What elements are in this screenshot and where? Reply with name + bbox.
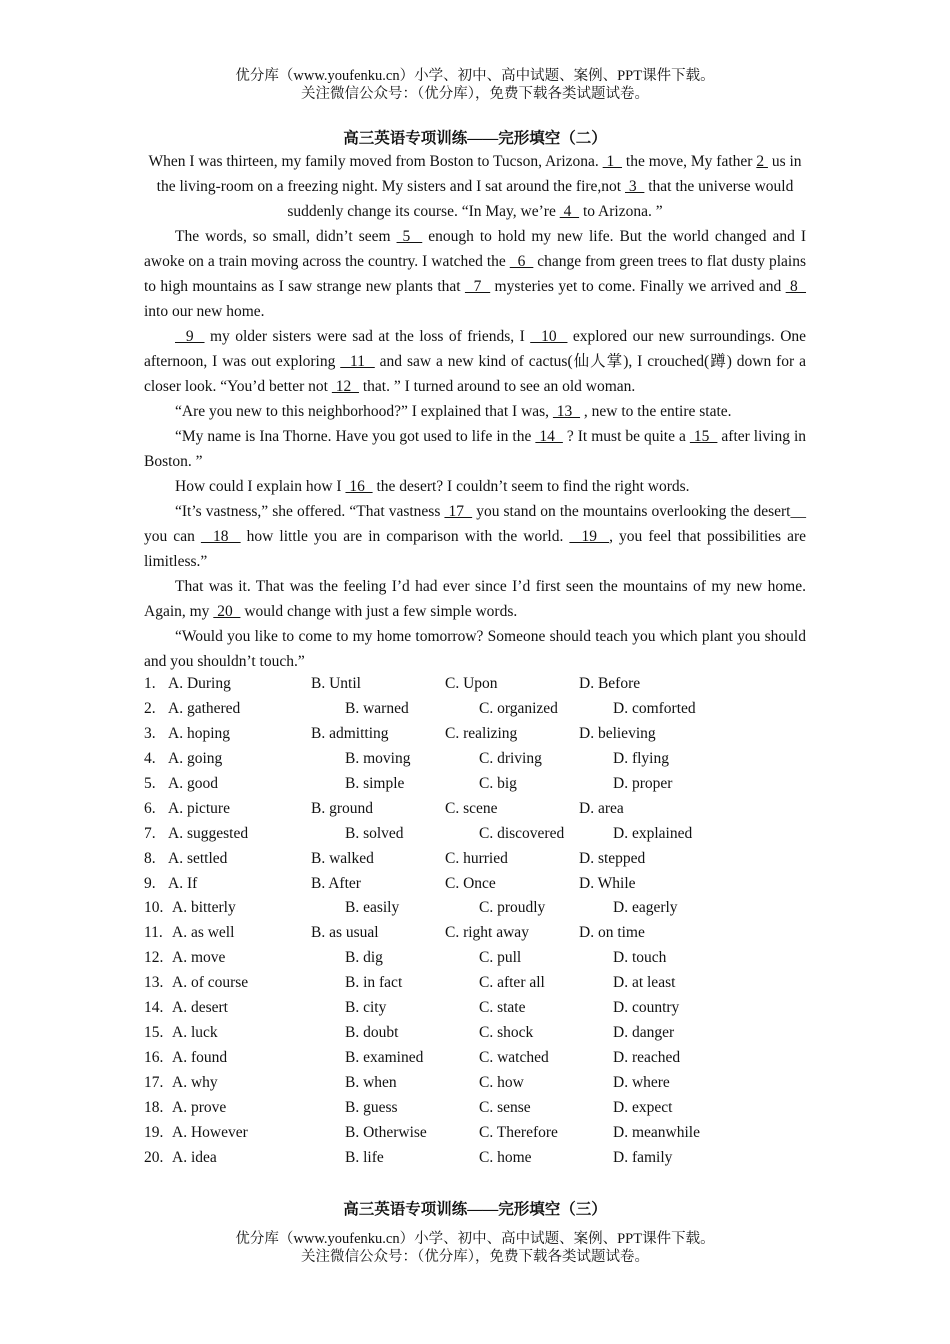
option-c: C. sense	[479, 1098, 531, 1116]
question-number: 20.	[144, 1148, 164, 1166]
option-a: A. as well	[172, 924, 235, 942]
option-b: B. life	[345, 1148, 384, 1166]
passage-text: after living in Boston. ”	[144, 428, 807, 470]
option-row	[144, 946, 806, 971]
blank-number: 5	[396, 228, 423, 245]
question-number: 2.	[144, 699, 156, 717]
option-a: A. settled	[168, 849, 228, 867]
passage-text: my older sisters were sad at the loss of friends, I	[204, 328, 531, 345]
question-number: 14.	[144, 999, 164, 1017]
option-row	[144, 697, 806, 722]
option-row	[144, 971, 806, 996]
blank-number: 10	[530, 328, 568, 345]
question-number: 11.	[144, 924, 163, 942]
passage-text: “My name is Ina Thorne. Have you got used to life in the	[175, 428, 536, 445]
passage-text: you stand on the mountains overlooking the desert__ you can	[144, 503, 806, 545]
option-c: C. state	[479, 999, 526, 1017]
passage-text: ? It must be quite a	[562, 428, 690, 445]
option-d: D. flying	[613, 749, 669, 767]
passage-text: into our new home.	[144, 303, 265, 320]
option-a: A. move	[172, 949, 226, 967]
option-row	[144, 1121, 806, 1146]
passage-text: “Would you like to come to my home tomorrow? Someone should teach you which plant you should and you shouldn’t touch.”	[144, 628, 806, 670]
passage-paragraph	[144, 149, 806, 224]
option-d: D. proper	[613, 774, 673, 792]
question-number: 9.	[144, 874, 156, 892]
option-a: A. suggested	[168, 824, 249, 842]
option-d: D. reached	[613, 1049, 681, 1067]
question-number: 7.	[144, 824, 156, 842]
question-number: 13.	[144, 974, 164, 992]
answer-options	[144, 672, 806, 1171]
option-b: B. doubt	[345, 1024, 399, 1042]
option-row	[144, 996, 806, 1021]
option-c: C. discovered	[479, 824, 565, 842]
option-d: D. While	[579, 874, 636, 892]
cloze-passage	[144, 149, 806, 674]
blank-number: 6	[509, 253, 534, 270]
question-number: 3.	[144, 724, 156, 742]
blank-number: 20	[213, 603, 241, 620]
header-line-2: 关注微信公众号：（优分库），免费下载各类试题试卷。	[301, 86, 649, 102]
option-row	[144, 797, 806, 822]
option-row	[144, 1096, 806, 1121]
option-c: C. Upon	[445, 675, 498, 692]
option-b: B. warned	[345, 699, 409, 717]
option-c: C. scene	[445, 799, 498, 817]
page-footer	[0, 1230, 950, 1266]
option-a: A. of course	[172, 974, 249, 992]
option-d: D. on time	[579, 924, 645, 942]
option-a: A. luck	[172, 1024, 218, 1042]
option-b: B. as usual	[311, 924, 379, 942]
exercise-title: 高三英语专项训练——完形填空（二）	[343, 130, 607, 147]
footer-line-2: 关注微信公众号：（优分库），免费下载各类试题试卷。	[301, 1249, 649, 1265]
passage-paragraph	[144, 424, 806, 474]
question-number: 8.	[144, 849, 156, 867]
option-d: D. danger	[613, 1024, 675, 1042]
option-a: A. desert	[172, 999, 228, 1017]
option-row	[144, 747, 806, 772]
option-c: C. hurried	[445, 849, 508, 867]
option-d: D. area	[579, 799, 624, 817]
question-number: 1.	[144, 675, 156, 692]
passage-text: to Arizona. ”	[579, 203, 663, 220]
blank-number: 15	[689, 428, 718, 445]
passage-text: us in the living-room on a freezing night. My sisters and I sat around the fire,not	[156, 153, 802, 195]
option-c: C. Therefore	[479, 1123, 558, 1141]
passage-text: enough to hold my new life. But the world changed and I awoke on a train moving across the country. I watched the	[144, 228, 807, 270]
option-d: D. where	[613, 1074, 670, 1091]
question-number: 17.	[144, 1074, 164, 1091]
passage-paragraph	[144, 324, 806, 399]
option-c: C. Once	[445, 874, 496, 892]
option-row	[144, 1146, 806, 1171]
option-b: B. dig	[345, 949, 383, 967]
passage-paragraph	[144, 624, 806, 674]
blank-number: 1	[602, 153, 623, 170]
option-a: A. hoping	[168, 724, 230, 742]
option-b: B. After	[311, 874, 361, 892]
passage-text: would change with just a few simple words.	[240, 603, 518, 620]
option-b: B. Otherwise	[345, 1123, 427, 1141]
option-b: B. easily	[345, 899, 400, 917]
option-c: C. realizing	[445, 724, 518, 742]
passage-text: explored our new surroundings. One afternoon, I was out exploring	[144, 328, 807, 370]
question-number: 12.	[144, 949, 164, 967]
blank-number: 13	[552, 403, 581, 420]
passage-text: , you feel that possibilities are limitless.”	[144, 528, 806, 570]
option-row	[144, 1021, 806, 1046]
option-c: C. driving	[479, 749, 542, 767]
question-number: 19.	[144, 1123, 164, 1141]
passage-text: “It’s vastness,” she offered. “That vastness	[175, 503, 445, 520]
option-b: B. guess	[345, 1098, 398, 1116]
passage-text: That was it. That was the feeling I’d had ever since I’d first seen the mountains of my new home. Again, my	[144, 578, 806, 620]
option-a: A. bitterly	[172, 899, 236, 917]
option-c: C. proudly	[479, 899, 546, 917]
option-b: B. solved	[345, 824, 404, 842]
option-b: B. examined	[345, 1049, 424, 1067]
option-b: B. Until	[311, 675, 361, 692]
option-c: C. watched	[479, 1049, 549, 1067]
option-a: A. found	[172, 1049, 228, 1067]
option-d: D. touch	[613, 949, 667, 967]
passage-text: When I was thirteen, my family moved from Boston to Tucson, Arizona.	[148, 153, 603, 170]
blank-number: 18	[200, 528, 241, 545]
option-a: A. idea	[172, 1148, 217, 1166]
option-a: A. prove	[172, 1098, 227, 1116]
passage-text: how little you are in comparison with the world.	[240, 528, 570, 545]
option-a: A. good	[168, 774, 218, 792]
question-number: 4.	[144, 749, 156, 767]
option-row	[144, 722, 806, 747]
option-d: D. stepped	[579, 849, 646, 867]
passage-paragraph	[144, 574, 806, 624]
blank-number: 4	[559, 203, 580, 220]
option-d: D. expect	[613, 1098, 673, 1116]
passage-text: The words, so small, didn’t seem	[175, 228, 397, 245]
option-row	[144, 772, 806, 797]
option-a: A. During	[168, 675, 231, 692]
option-c: C. shock	[479, 1024, 534, 1042]
blank-number: 11	[340, 353, 375, 370]
option-a: A. gathered	[168, 699, 241, 717]
option-d: D. meanwhile	[613, 1123, 700, 1141]
blank-number: 7	[464, 278, 491, 295]
blank-number: 14	[535, 428, 563, 445]
option-c: C. home	[479, 1148, 532, 1166]
question-number: 5.	[144, 774, 156, 792]
option-row	[144, 896, 806, 921]
option-c: C. pull	[479, 949, 522, 967]
option-row	[144, 822, 806, 847]
passage-paragraph	[144, 224, 806, 324]
option-c: C. after all	[479, 974, 545, 992]
passage-text: that. ” I turned around to see an old woman.	[358, 378, 636, 395]
option-b: B. simple	[345, 774, 405, 792]
question-number: 16.	[144, 1049, 164, 1067]
option-c: C. organized	[479, 699, 558, 717]
blank-number: 16	[345, 478, 373, 495]
option-row	[144, 921, 806, 946]
passage-text: “Are you new to this neighborhood?” I explained that I was,	[175, 403, 553, 420]
option-c: C. how	[479, 1074, 524, 1091]
option-row	[144, 672, 806, 697]
passage-text: the move, My father	[622, 153, 757, 170]
option-d: D. at least	[613, 974, 676, 992]
passage-paragraph	[144, 399, 806, 424]
option-c: C. right away	[445, 924, 529, 942]
option-b: B. admitting	[311, 724, 389, 742]
option-row	[144, 847, 806, 872]
question-number: 6.	[144, 799, 156, 817]
option-c: C. big	[479, 774, 517, 792]
passage-text: , new to the entire state.	[580, 403, 732, 420]
option-d: D. eagerly	[613, 899, 678, 917]
option-b: B. ground	[311, 799, 373, 817]
option-a: A. why	[172, 1074, 218, 1091]
passage-text: change from green trees to flat dusty plains to high mountains as I saw strange new plants that	[144, 253, 806, 295]
question-number: 15.	[144, 1024, 164, 1042]
blank-number: 19	[569, 528, 610, 545]
page-header	[0, 67, 950, 103]
header-line-1: 优分库（www.youfenku.cn）小学、初中、高中试题、案例、PPT课件下载。	[235, 68, 715, 84]
footer-line-1: 优分库（www.youfenku.cn）小学、初中、高中试题、案例、PPT课件下载。	[235, 1231, 715, 1247]
blank-number: 8	[785, 278, 807, 295]
question-number: 18.	[144, 1098, 164, 1116]
option-a: A. However	[172, 1123, 248, 1141]
passage-paragraph	[144, 499, 806, 574]
blank-number: 17	[444, 503, 473, 520]
blank-number: 9	[175, 328, 205, 345]
option-d: D. country	[613, 999, 680, 1017]
option-d: D. explained	[613, 824, 693, 842]
option-d: D. Before	[579, 675, 641, 692]
option-a: A. going	[168, 749, 223, 767]
option-b: B. when	[345, 1074, 397, 1091]
passage-text: mysteries yet to come. Finally we arrived and	[490, 278, 786, 295]
blank-number: 2	[756, 153, 768, 170]
option-b: B. in fact	[345, 974, 403, 992]
option-b: B. city	[345, 999, 387, 1017]
question-number: 10.	[144, 899, 164, 917]
option-a: A. picture	[168, 799, 230, 817]
passage-text: that the universe would suddenly change its course. “In May, we’re	[287, 178, 794, 220]
passage-text: How could I explain how I	[175, 478, 346, 495]
option-row	[144, 1071, 806, 1096]
option-b: B. moving	[345, 749, 411, 767]
option-a: A. If	[168, 874, 198, 892]
option-d: D. family	[613, 1148, 673, 1166]
option-row	[144, 1046, 806, 1071]
option-row	[144, 872, 806, 897]
option-d: D. comforted	[613, 699, 696, 717]
option-b: B. walked	[311, 849, 374, 867]
passage-text: and saw a new kind of cactus(仙人掌), I crouched(蹲) down for a closer look. “You’d better not	[144, 353, 806, 395]
option-d: D. believing	[579, 724, 656, 742]
passage-text: the desert? I couldn’t seem to find the right words.	[372, 478, 690, 495]
blank-number: 3	[625, 178, 645, 195]
blank-number: 12	[331, 378, 359, 395]
next-exercise-title: 高三英语专项训练——完形填空（三）	[343, 1201, 607, 1218]
passage-paragraph	[144, 474, 806, 499]
